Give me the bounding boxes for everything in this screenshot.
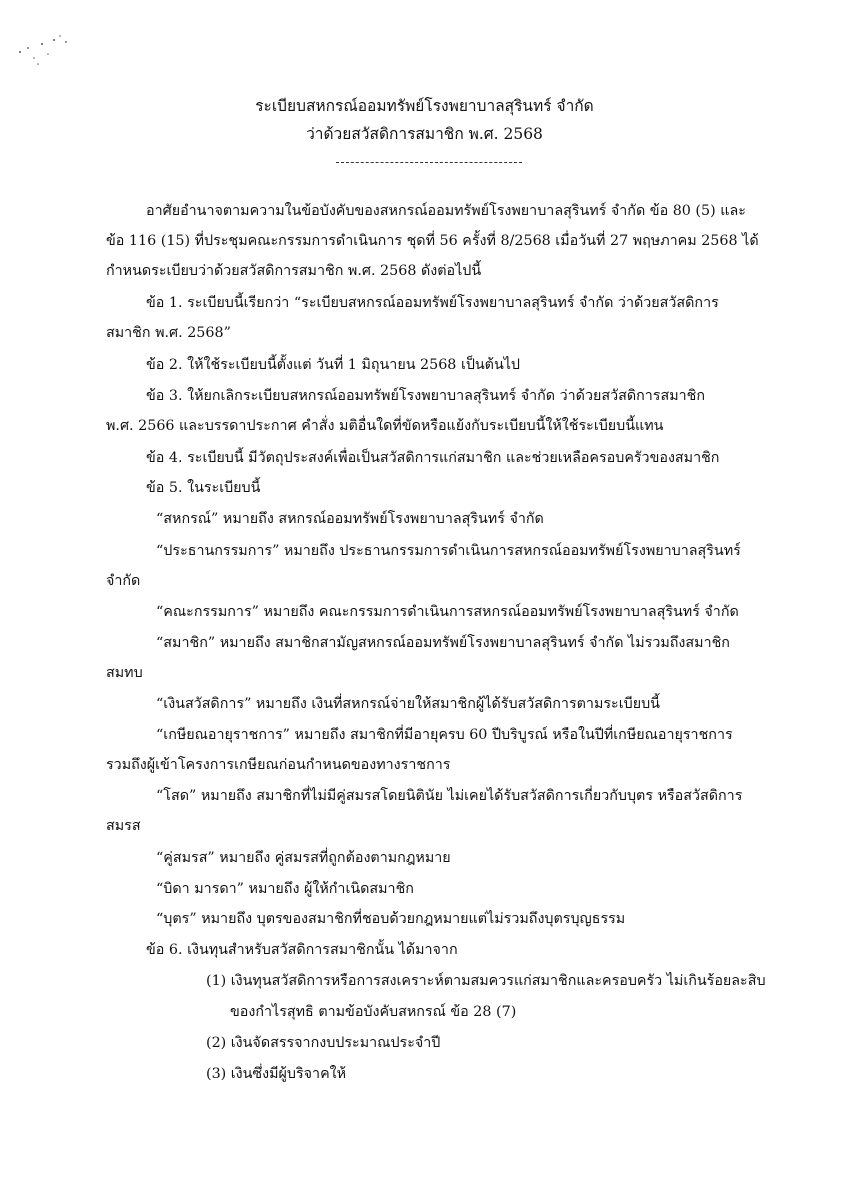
definition-retirement-line-1: “เกษียณอายุราชการ” หมายถึง สมาชิกที่มีอายุครบ 60 ปีบริบูรณ์ หรือในปีที่เกษียณอายุราชการ xyxy=(156,727,733,743)
definition-chairman-line-2: จำกัด xyxy=(106,573,141,589)
definition-parents: “บิดา มารดา” หมายถึง ผู้ให้กำเนิดสมาชิก xyxy=(156,881,414,897)
definition-spouse: “คู่สมรส” หมายถึง คู่สมรสที่ถูกต้องตามกฎหมาย xyxy=(156,850,451,866)
clause-6: ข้อ 6. เงินทุนสำหรับสวัสดิการสมาชิกนั้น ได้มาจาก xyxy=(146,942,458,958)
clause-4: ข้อ 4. ระเบียบนี้ มีวัตถุประสงค์เพื่อเป็นสวัสดิการแก่สมาชิก และช่วยเหลือครอบครัวของสมาชิก xyxy=(146,450,720,466)
document-title: ระเบียบสหกรณ์ออมทรัพย์โรงพยาบาลสุรินทร์ จำกัด xyxy=(255,97,594,115)
clause-2: ข้อ 2. ให้ใช้ระเบียบนี้ตั้งแต่ วันที่ 1 มิถุนายน 2568 เป็นต้นไป xyxy=(146,357,521,373)
title-divider xyxy=(336,162,522,163)
preamble-line-2: ข้อ 116 (15) ที่ประชุมคณะกรรมการดำเนินการ ชุดที่ 56 ครั้งที่ 8/2568 เมื่อวันที่ 27 พฤษภาคม 2568 ได้ xyxy=(106,233,759,249)
clause-5: ข้อ 5. ในระเบียบนี้ xyxy=(146,480,261,496)
preamble-line-3: กำหนดระเบียบว่าด้วยสวัสดิการสมาชิก พ.ศ. 2568 ดังต่อไปนี้ xyxy=(106,263,482,279)
definition-welfare-money: “เงินสวัสดิการ” หมายถึง เงินที่สหกรณ์จ่ายให้สมาชิกผู้ได้รับสวัสดิการตามระเบียบนี้ xyxy=(156,696,660,712)
clause-1-line-2: สมาชิก พ.ศ. 2568” xyxy=(106,325,231,341)
definition-single-line-1: “โสด” หมายถึง สมาชิกที่ไม่มีคู่สมรสโดยนิตินัย ไม่เคยได้รับสวัสดิการเกี่ยวกับบุตร หรือสวัสดิการ xyxy=(156,788,743,804)
definition-children: “บุตร” หมายถึง บุตรของสมาชิกที่ชอบด้วยกฎหมายแต่ไม่รวมถึงบุตรบุญธรรม xyxy=(156,911,626,927)
definition-member-line-1: “สมาชิก” หมายถึง สมาชิกสามัญสหกรณ์ออมทรัพย์โรงพยาบาลสุรินทร์ จำกัด ไม่รวมถึงสมาชิก xyxy=(156,635,730,651)
funding-item-1-line-2: ของกำไรสุทธิ ตามข้อบังคับสหกรณ์ ข้อ 28 (7) xyxy=(230,1004,517,1020)
funding-item-1-line-1: (1) เงินทุนสวัสดิการหรือการสงเคราะห์ตามสมควรแก่สมาชิกและครอบครัว ไม่เกินร้อยละสิบ xyxy=(206,973,766,989)
funding-item-3: (3) เงินซึ่งมีผู้บริจาคให้ xyxy=(206,1066,347,1082)
funding-item-2: (2) เงินจัดสรรจากงบประมาณประจำปี xyxy=(206,1035,441,1051)
definition-member-line-2: สมทบ xyxy=(106,665,143,681)
clause-3-line-1: ข้อ 3. ให้ยกเลิกระเบียบสหกรณ์ออมทรัพย์โรงพยาบาลสุรินทร์ จำกัด ว่าด้วยสวัสดิการสมาชิก xyxy=(146,388,706,404)
definition-cooperative: “สหกรณ์” หมายถึง สหกรณ์ออมทรัพย์โรงพยาบาลสุรินทร์ จำกัด xyxy=(156,511,544,527)
definition-single-line-2: สมรส xyxy=(106,818,141,834)
clause-1-line-1: ข้อ 1. ระเบียบนี้เรียกว่า “ระเบียบสหกรณ์ออมทรัพย์โรงพยาบาลสุรินทร์ จำกัด ว่าด้วยสวัสดิการ xyxy=(146,295,719,311)
scan-speckle-mark xyxy=(14,30,74,70)
preamble-line-1: อาศัยอำนาจตามความในข้อบังคับของสหกรณ์ออมทรัพย์โรงพยาบาลสุรินทร์ จำกัด ข้อ 80 (5) และ xyxy=(146,203,746,219)
clause-3-line-2: พ.ศ. 2566 และบรรดาประกาศ คำสั่ง มติอื่นใดที่ขัดหรือแย้งกับระเบียบนี้ให้ใช้ระเบียบนี้แทน xyxy=(106,418,664,434)
document-subtitle: ว่าด้วยสวัสดิการสมาชิก พ.ศ. 2568 xyxy=(306,125,543,143)
definition-retirement-line-2: รวมถึงผู้เข้าโครงการเกษียณก่อนกำหนดของทางราชการ xyxy=(106,757,451,773)
definition-committee: “คณะกรรมการ” หมายถึง คณะกรรมการดำเนินการสหกรณ์ออมทรัพย์โรงพยาบาลสุรินทร์ จำกัด xyxy=(156,604,739,620)
definition-chairman-line-1: “ประธานกรรมการ” หมายถึง ประธานกรรมการดำเนินการสหกรณ์ออมทรัพย์โรงพยาบาลสุรินทร์ xyxy=(156,543,741,559)
